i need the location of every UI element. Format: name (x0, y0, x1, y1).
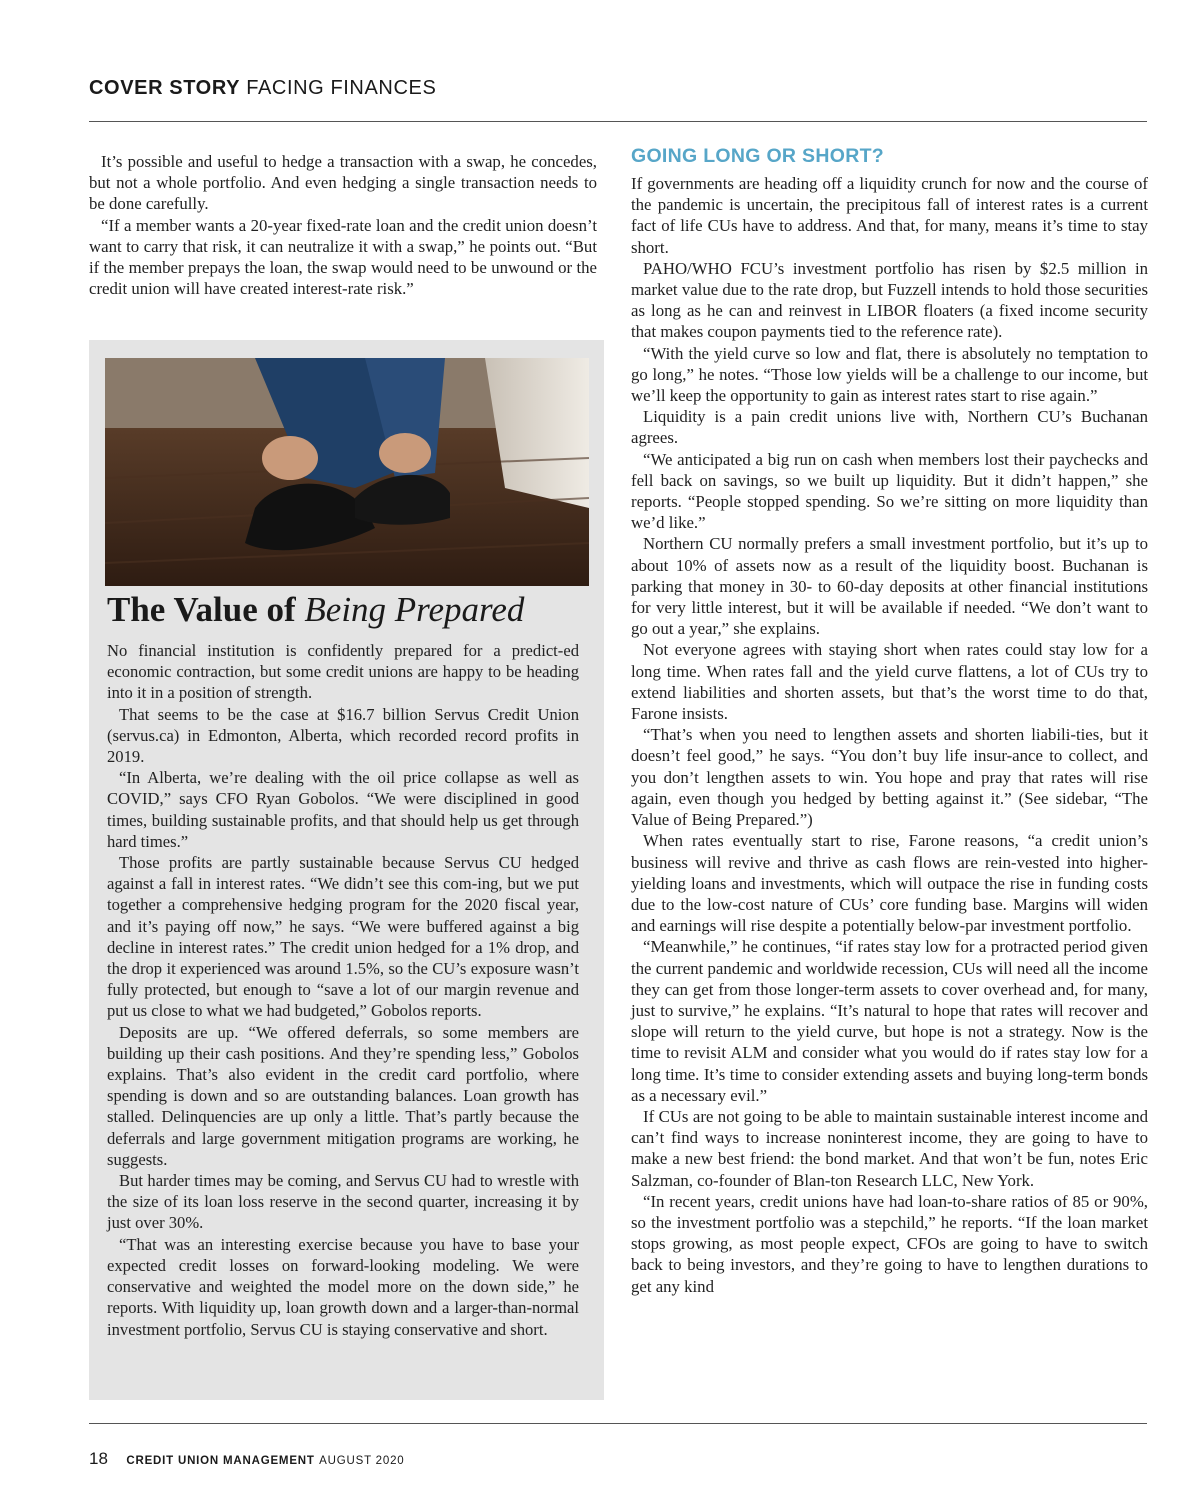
running-header (89, 77, 1147, 100)
sidebar-box (89, 340, 604, 1400)
sidebar-body (107, 640, 579, 1340)
page-footer (89, 1449, 404, 1469)
shoe-photo (105, 358, 589, 586)
sidebar-paragraph: But harder times may be coming, and Servus CU had to wrestle with the size of its loan loss reserve in the second quarter, increasing it by just over 30%. (107, 1171, 579, 1233)
sidebar-paragraph: Deposits are up. “We offered deferrals, so some members are building up their cash positions. And they’re spending less,” Gobolos explains. That’s also evident in the credit card portfolio, where spending is down and so are outstanding balances. Loan growth has stalled. Delinquencies are up only a little. That’s partly because the deferrals and large government mitigation programs are working, he suggests. (107, 1022, 579, 1169)
page-number: 18 (89, 1449, 108, 1468)
body-paragraph: “Meanwhile,” he continues, “if rates stay low for a protracted period given the current pandemic and worldwide recession, CUs will need all the income they can get from those longer-term assets to cover overhead and, for many, just to survive,” he explains. “It’s natural to hope that rates will recover and slope will return to the yield curve, but hope is not a strategy. Now is the time to revisit ALM and consider what you would do if rates stay low for a long time. It’s time to consider extending assets and buying long-term bonds as a necessary evil.” (631, 937, 1148, 1105)
sidebar-paragraph: No financial institution is confidently prepared for a predict-ed economic contraction, but some credit unions are happy to be heading into it in a position of strength. (107, 641, 579, 703)
publication-name: CREDIT UNION MANAGEMENT (126, 1455, 315, 1467)
sidebar-paragraph: That seems to be the case at $16.7 billion Servus Credit Union (servus.ca) in Edmonton, Alberta, which recorded record profits in 2019. (107, 704, 579, 767)
section-subhead: GOING LONG OR SHORT? (631, 145, 884, 167)
sidebar-title (107, 590, 587, 630)
body-paragraph: “That’s when you need to lengthen assets and shorten liabili-ties, but it doesn’t feel good,” he says. “You don’t buy life insur-ance to collect, and you don’t lengthen assets to win. You hope and pray that rates will rise again, even though you hedged by betting against it.” (See sidebar, “The Value of Being Prepared.”) (631, 725, 1148, 830)
body-paragraph: It’s possible and useful to hedge a transaction with a swap, he concedes, but not a whole portfolio. And even hedging a single transaction needs to be done carefully. (89, 152, 597, 214)
issue-date: AUGUST 2020 (319, 1455, 405, 1467)
footer-divider (89, 1423, 1147, 1424)
body-paragraph: Liquidity is a pain credit unions live with, Northern CU’s Buchanan agrees. (631, 407, 1148, 448)
body-paragraph: Northern CU normally prefers a small investment portfolio, but it’s up to about 10% of assets now as a result of the liquidity boost. Buchanan is parking that money in 30- to 60-day deposits at other financial institutions for very little interest, but it will be available if needed. “We don’t want to go out a year,” she explains. (631, 534, 1148, 639)
section-title: FACING FINANCES (246, 77, 437, 99)
body-paragraph: When rates eventually start to rise, Farone reasons, “a credit union’s business will revive and thrive as cash flows are rein-vested into higher-yielding loans and investments, which will outpace the rise in funding costs due to the low-cost nature of CUs’ core funding base. Margins will widen and earnings will rise despite a potentially below-par investment portfolio. (631, 831, 1148, 936)
body-paragraph: “With the yield curve so low and flat, there is absolutely no temptation to go long,” he notes. “Those low yields will be a challenge to our income, but we’ll keep the opportunity to gain as interest rates start to rise again.” (631, 343, 1148, 406)
body-paragraph: PAHO/WHO FCU’s investment portfolio has risen by $2.5 million in market value due to the rate drop, but Fuzzell intends to hold those securities as long as he can and reinvest in LIBOR floaters (a fixed income security that makes coupon payments tied to the reference rate). (631, 258, 1148, 342)
right-column (631, 145, 1148, 1297)
body-paragraph: Not everyone agrees with staying short when rates could stay low for a long time. When rates fall and the yield curve flattens, a lot of CUs try to extend liabilities and shorten assets, but that’s the worst time to do that, Farone insists. (631, 640, 1148, 724)
sidebar-paragraph: “In Alberta, we’re dealing with the oil price collapse as well as COVID,” says CFO Ryan Gobolos. “We were disciplined in good times, building sustainable profits, and that should help us get through hard times.” (107, 768, 579, 851)
body-paragraph: If CUs are not going to be able to maintain sustainable interest income and can’t find ways to increase noninterest income, they are going to have to make a new best friend: the bond market. And that won’t be fun, notes Eric Salzman, co-founder of Blan-ton Research LLC, New York. (631, 1106, 1148, 1190)
sidebar-paragraph: Those profits are partly sustainable because Servus CU hedged against a fall in interest rates. “We didn’t see this com-ing, but we put together a comprehensive hedging program for the 2020 fiscal year, and it’s paying off now,” he says. “We were buffered against a big decline in interest rates.” The credit union hedged for a 1% drop, and the drop it experienced was around 1.5%, so the CU’s exposure wasn’t fully protected, but enough to “save a lot of our margin revenue and put us close to what we had budgeted,” Gobolos reports. (107, 853, 579, 1021)
header-divider (89, 121, 1147, 122)
body-paragraph: If governments are heading off a liquidity crunch for now and the course of the pandemic is uncertain, the precipitous fall of interest rates is a current fact of life CUs have to address. And that, for many, means it’s time to stay short. (631, 174, 1148, 257)
sidebar-title-plain: The Value of (107, 590, 296, 629)
body-paragraph: “If a member wants a 20-year fixed-rate loan and the credit union doesn’t want to carry that risk, it can neutralize it with a swap,” he points out. “But if the member prepays the loan, the swap would need to be unwound or the credit union will have created interest-rate risk.” (89, 215, 597, 299)
section-label: COVER STORY (89, 77, 241, 99)
body-paragraph: “In recent years, credit unions have had loan-to-share ratios of 85 or 90%, so the investment portfolio was a stepchild,” he reports. “If the loan market stops growing, as most people expect, CFOs are going to have to switch back to being investors, and they’re going to have to lengthen durations to get any kind (631, 1191, 1148, 1296)
left-column (89, 151, 597, 299)
body-paragraph: “We anticipated a big run on cash when members lost their paychecks and fell back on savings, so we built up liquidity. But it didn’t happen,” she reports. “People stopped spending. So we’re sitting on more liquidity than we’d like.” (631, 449, 1148, 533)
sidebar-title-italic: Being Prepared (304, 590, 525, 629)
sidebar-paragraph: “That was an interesting exercise because you have to base your expected credit losses on forward-looking modeling. We were conservative and weighted the model more on the down side,” he reports. With liquidity up, loan growth down and a larger-than-normal investment portfolio, Servus CU is staying conservative and short. (107, 1234, 579, 1339)
